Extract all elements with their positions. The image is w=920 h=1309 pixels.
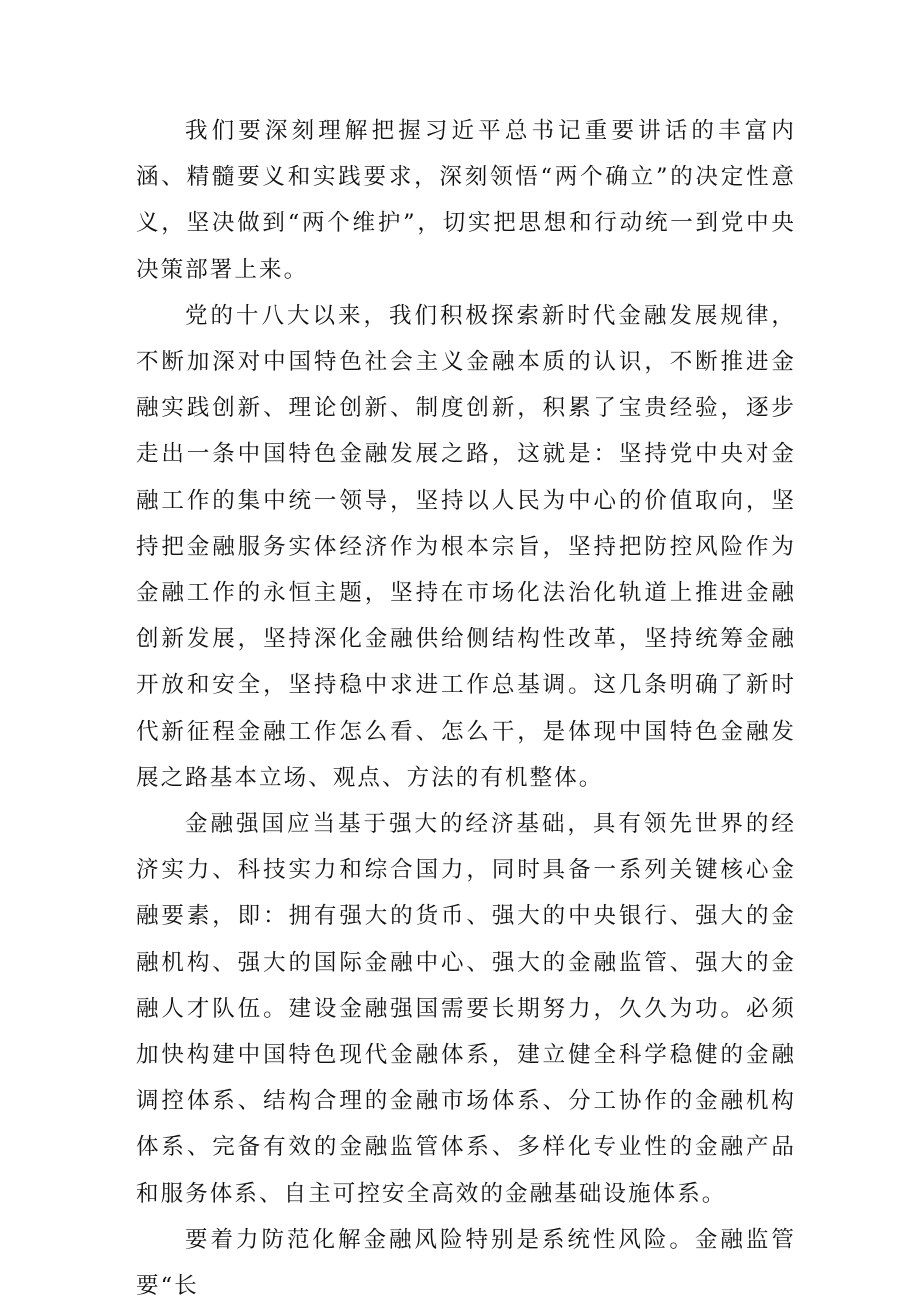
paragraph-1: 我们要深刻理解把握习近平总书记重要讲话的丰富内涵、精髓要义和实践要求，深刻领悟“两个确立”的决定性意义，坚决做到“两个维护”，切实把思想和行动统一到党中央决策部署上来。: [136, 118, 796, 283]
paragraph-2: 党的十八大以来，我们积极探索新时代金融发展规律，不断加深对中国特色社会主义金融本质的认识，不断推进金融实践创新、理论创新、制度创新，积累了宝贵经验，逐步走出一条中国特色金融发展之路，这就是：坚持党中央对金融工作的集中统一领导，坚持以人民为中心的价值取向，坚持把金融服务实体经济作为根本宗旨，坚持把防控风险作为金融工作的永恒主题，坚持在市场化法治化轨道上推进金融创新发展，坚持深化金融供给侧结构性改革，坚持统筹金融开放和安全，坚持稳中求进工作总基调。这几条明确了新时代新征程金融工作怎么看、怎么干，是体现中国特色金融发展之路基本立场、观点、方法的有机整体。: [136, 302, 796, 791]
paragraph-3: 金融强国应当基于强大的经济基础，具有领先世界的经济实力、科技实力和综合国力，同时具备一系列关键核心金融要素，即：拥有强大的货币、强大的中央银行、强大的金融机构、强大的国际金融中心、强大的金融监管、强大的金融人才队伍。建设金融强国需要长期努力，久久为功。必须加快构建中国特色现代金融体系，建立健全科学稳健的金融调控体系、结构合理的金融市场体系、分工协作的金融机构体系、完备有效的金融监管体系、多样化专业性的金融产品和服务体系、自主可控安全高效的金融基础设施体系。: [136, 811, 796, 1207]
document-body: [136, 108, 796, 1309]
paragraph-4: 要着力防范化解金融风险特别是系统性风险。金融监管要“长: [136, 1226, 796, 1300]
